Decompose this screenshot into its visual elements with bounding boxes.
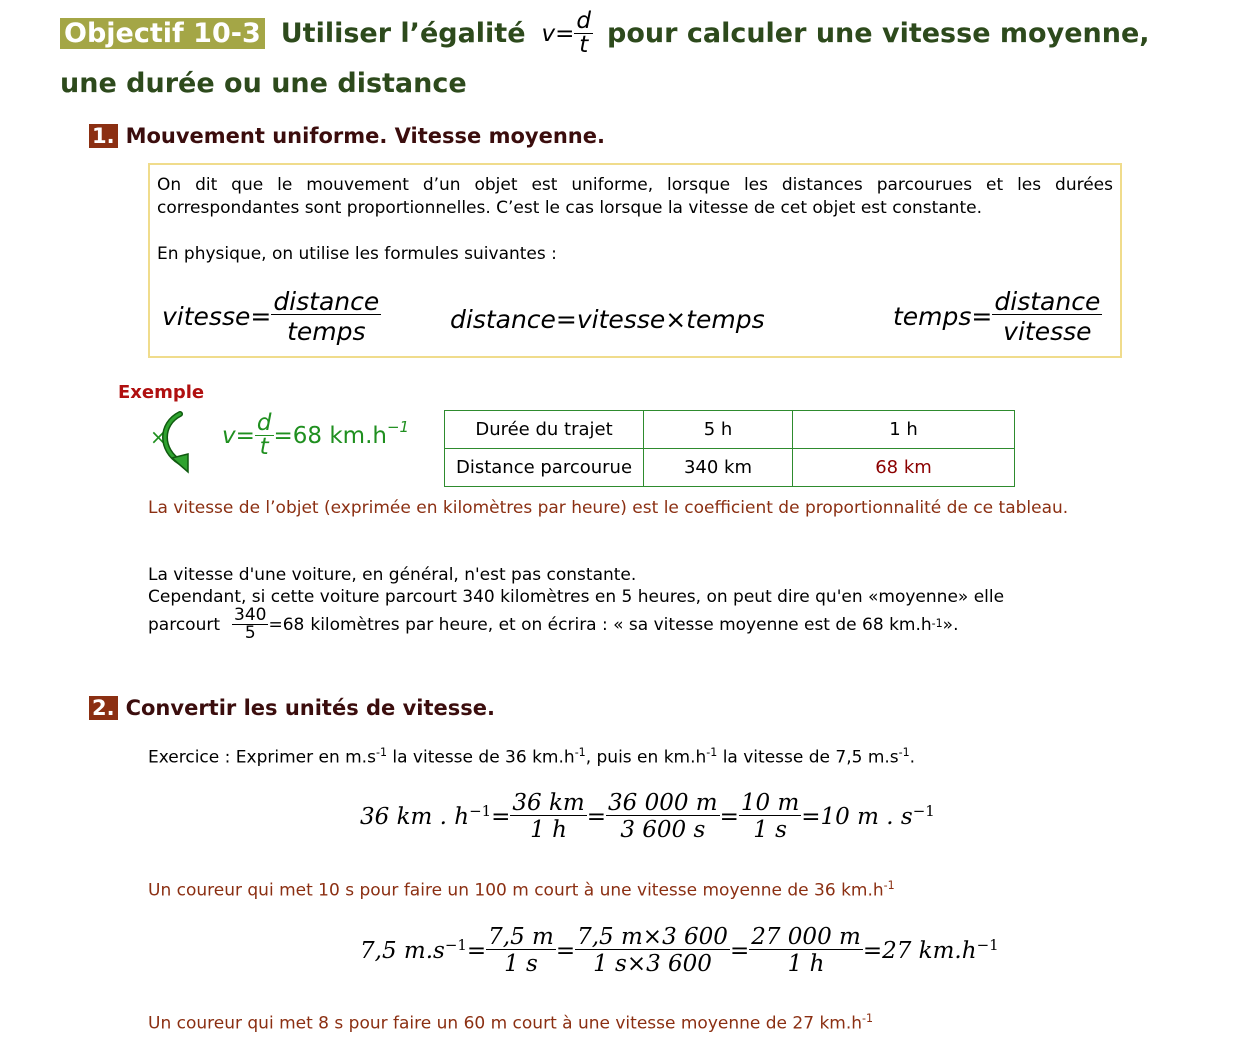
result-2: Un coureur qui met 8 s pour faire un 60 m court à une vitesse moyenne de 27 $km.h^{-1}$	[148, 1012, 874, 1034]
table-cell: Distance parcourue	[445, 449, 644, 487]
definition-paragraph: On dit que le mouvement d’un objet est uniforme, lorsque les distances parcourues et les durées correspondantes sont proportionnelles. C’est le cas lorsque la vitesse de cet objet est constante.	[157, 175, 1113, 218]
section-2-title: Convertir les unités de vitesse.	[125, 696, 495, 720]
coefficient-note: La vitesse de l’objet (exprimée en kilomètres par heure) est le coefficient de proportionnalité de ce tableau.	[148, 498, 1069, 518]
section-1-heading	[89, 124, 605, 148]
table-cell: 340 km	[644, 449, 793, 487]
table-cell: 5 h	[644, 411, 793, 449]
exercise-statement: Exercice : Exprimer en $m.s^{-1}$ la vitesse de 36 $km.h^{-1}$, puis en $km.h^{-1}$ la vitesse de 7,5 $m.s^{-1}$.	[148, 746, 916, 768]
section-2-number: 2.	[89, 696, 118, 720]
proportionality-table	[444, 410, 1015, 487]
title-part2: pour calculer une vitesse moyenne,	[607, 18, 1150, 49]
formula-speed: vitesse= $\frac{\text{distance}}{\text{temps}}$	[162, 287, 380, 346]
objective-tag: Objectif 10-3	[60, 18, 265, 49]
formula-time: temps= $\frac{\text{distance}}{\text{vitesse}}$	[893, 287, 1101, 346]
definition-box	[148, 163, 1122, 358]
table-cell: Durée du trajet	[445, 411, 644, 449]
text-line-1: La vitesse d'une voiture, en général, n'est pas constante.	[148, 565, 637, 585]
conversion-equation-2: 7,5 m.s $^{-1}$ = $\frac{7,5 m}{1 s}$ = $\frac{7,5 m\times 3 600}{1 s\times 3 600}$ = $\frac{27 000 m}{1 h}$ =27 km.h $^{-1}$	[360, 924, 999, 977]
conversion-equation-1: 36 km . h $^{-1}$ = $\frac{36 km}{1 h}$ = $\frac{36 000 m}{3 600 s}$ = $\frac{10 m}{1 s}$ =10 m . s $^{-1}$	[360, 790, 935, 843]
section-1-title: Mouvement uniforme. Vitesse moyenne.	[125, 124, 605, 148]
text-line-3: parcourt $\frac{340}{5}$ =68 kilomètres par heure, et on écrira : « sa vitesse moyenne est de 68 km.h -1 ».	[148, 605, 959, 643]
section-1-number: 1.	[89, 124, 118, 148]
section-2-heading	[89, 696, 495, 720]
title-formula: v= $\frac{d}{t}$	[541, 8, 592, 58]
table-row	[445, 449, 1015, 487]
result-1: Un coureur qui met 10 s pour faire un 100 m court à une vitesse moyenne de 36 $km.h^{-1}$	[148, 879, 895, 901]
formula-distance: distance=vitesse×temps	[450, 305, 765, 334]
formulas-intro: En physique, on utilise les formules suivantes :	[157, 244, 557, 264]
multiply-sign: ×	[150, 425, 167, 449]
title-part1: Utiliser l’égalité	[280, 18, 526, 49]
table-row	[445, 411, 1015, 449]
table-cell: 1 h	[793, 411, 1015, 449]
page-title	[60, 10, 1150, 57]
text-line-2: Cependant, si cette voiture parcourt 340 kilomètres en 5 heures, on peut dire qu'en «moyenne» elle	[148, 587, 1005, 607]
example-label: Exemple	[118, 382, 205, 403]
page-title-line2: une durée ou une distance	[60, 68, 467, 99]
table-cell-highlight: 68 km	[793, 449, 1015, 487]
speed-equation: v= $\frac{d}{t}$ =68 km.h $^{-1}$	[222, 410, 409, 460]
curved-arrow-icon	[158, 410, 198, 474]
